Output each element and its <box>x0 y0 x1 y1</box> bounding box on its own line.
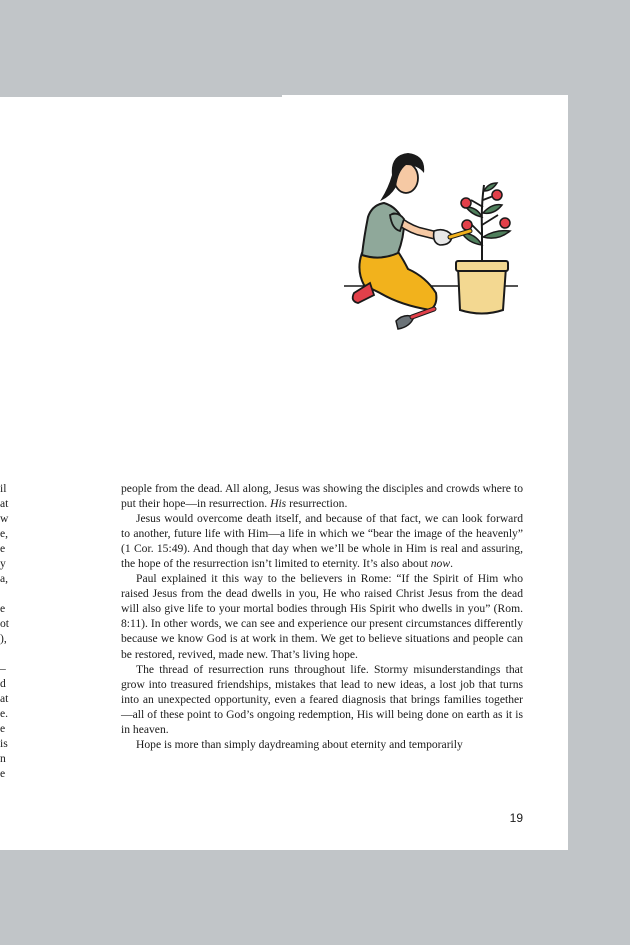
previous-page-fragment: e <box>0 542 6 555</box>
previous-page-fragment: e. <box>0 707 9 720</box>
body-text <box>121 481 523 752</box>
previous-page-fragment: – <box>0 662 6 675</box>
previous-page-fragment: is <box>0 737 8 750</box>
fruit <box>461 198 471 208</box>
previous-page-fragment: a, <box>0 572 9 585</box>
previous-page-edge-text <box>0 481 14 781</box>
page-top-edge <box>0 95 282 97</box>
previous-page-fragment <box>0 586 14 601</box>
fruit <box>500 218 510 228</box>
previous-page-fragment: e, <box>0 527 9 540</box>
page-number: 19 <box>509 811 523 825</box>
previous-page-fragment: y <box>0 557 6 570</box>
woman-pants <box>359 249 436 310</box>
leaf <box>466 207 482 217</box>
paragraph: people from the dead. All along, Jesus was showing the disciples and crowds where to put their hope—in resurrection. His resurrection. <box>121 482 523 511</box>
previous-page-fragment: e <box>0 602 6 615</box>
woman-gardening-icon <box>340 145 525 340</box>
leaf <box>483 231 510 239</box>
paragraph: Hope is more than simply daydreaming about eternity and temporarily <box>136 737 463 751</box>
previous-page-fragment: il <box>0 482 7 495</box>
fruit <box>492 190 502 200</box>
previous-page-fragment: ot <box>0 617 10 630</box>
pot-rim <box>456 261 508 271</box>
previous-page-fragment: at <box>0 497 9 510</box>
previous-page-fragment: at <box>0 692 9 705</box>
paragraph: The thread of resurrection runs throughout life. Stormy misunderstandings that grow into treasured friendships, mistakes that lead to new ideas, a lost job that turns into an unexpected opportunity, even a feared diagnosis that brings families together—all of these point to God’s ongoing redemption, His will being done on earth as it is in heaven. <box>121 662 523 736</box>
previous-page-fragment: n <box>0 752 6 765</box>
previous-page-fragment: ), <box>0 632 7 645</box>
paragraph: Jesus would overcome death itself, and because of that fact, we can look forward to another, future life with Him—a life in which we “bear the image of the heavenly” (1 Cor. 15:49). And though that day when we’ll be whole in Him is real and assuring, the hope of the resurrection isn’t limited to eternity. It’s also about now. <box>121 512 523 571</box>
fruit <box>462 220 472 230</box>
previous-page-fragment: e <box>0 722 6 735</box>
previous-page-fragment <box>0 646 14 661</box>
paragraph: Paul explained it this way to the believers in Rome: “If the Spirit of Him who raised Jesus from the dead dwells in you, He who raised Christ Jesus from the dead will also give life to your mortal bodies through His Spirit who dwells in you” (Rom. 8:11). In other words, we can see and experience our present circumstances differently because we know God is at work in them. We get to believe situations and people can be restored, revived, made new. That’s living hope. <box>121 572 523 661</box>
plant-pot <box>458 267 506 314</box>
previous-page-fragment: e <box>0 767 6 780</box>
leaf <box>483 205 502 214</box>
previous-page-fragment: d <box>0 677 6 690</box>
previous-page-fragment: w <box>0 512 9 525</box>
